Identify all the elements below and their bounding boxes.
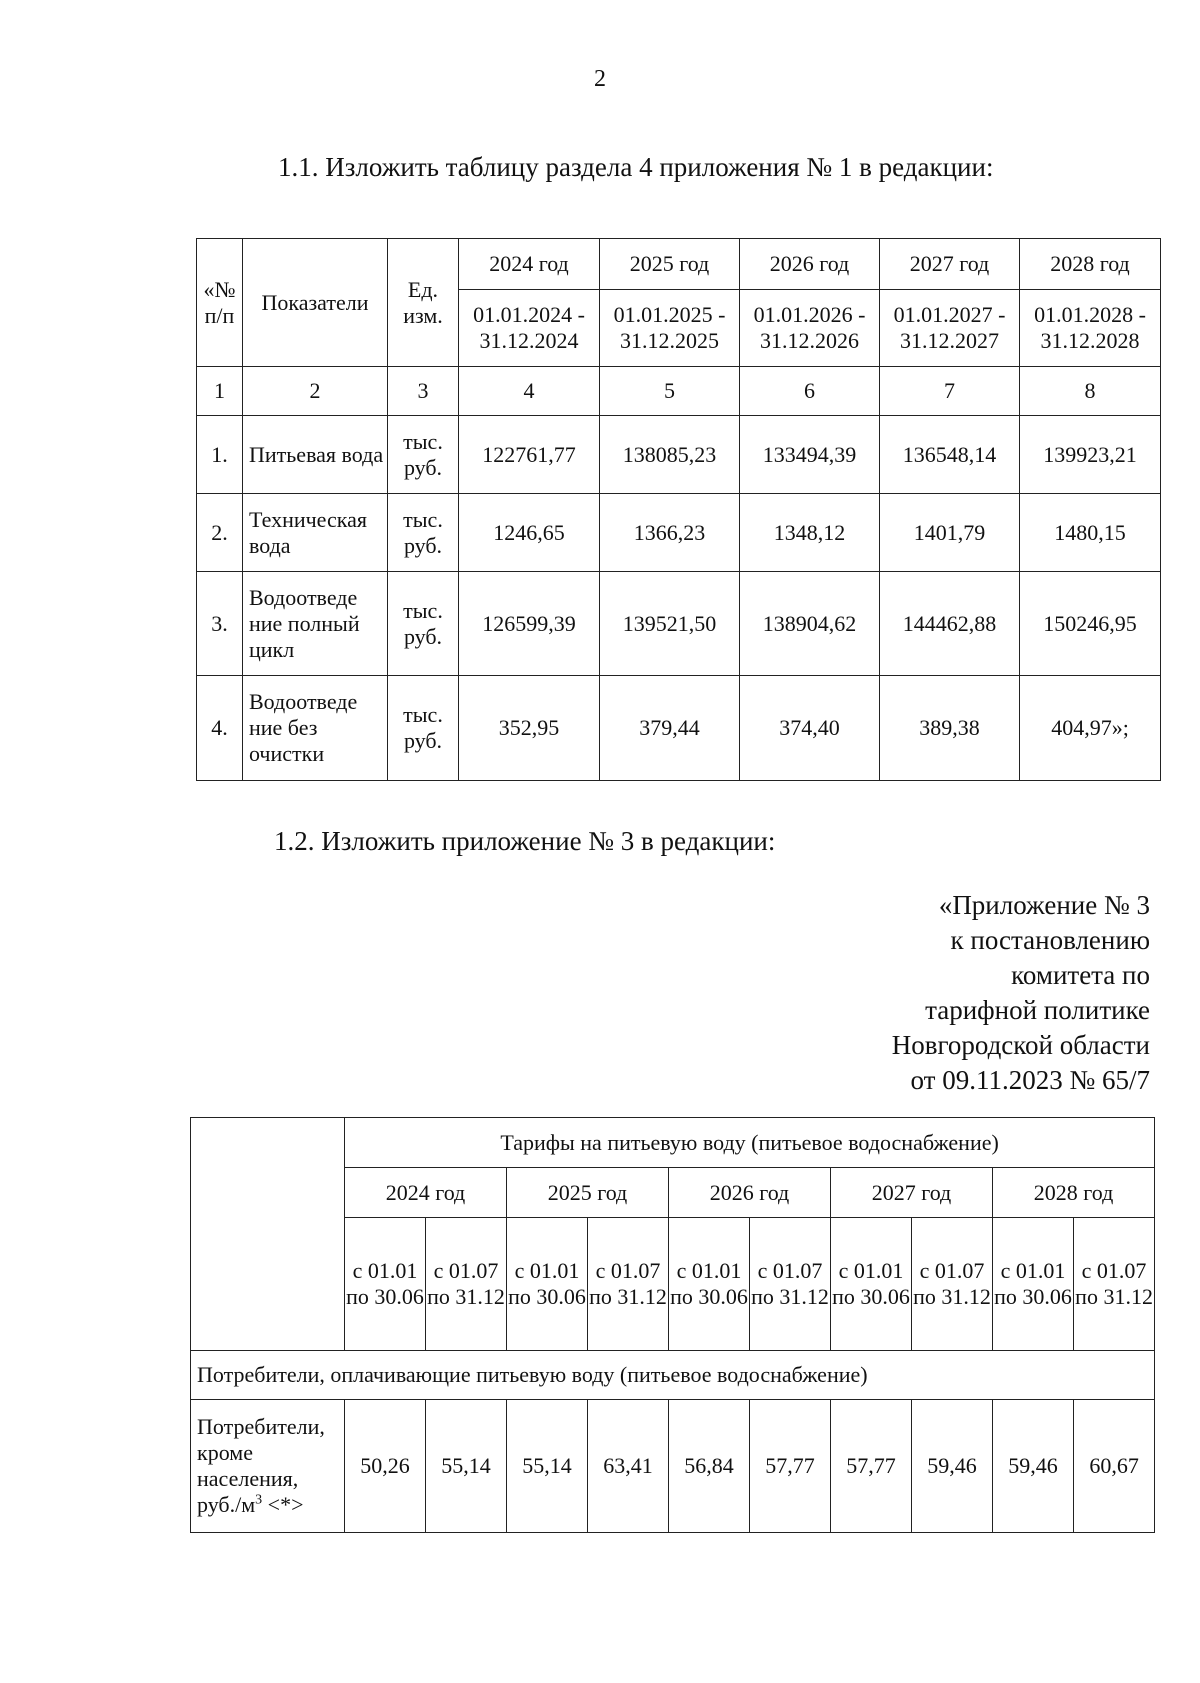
row-num: 2. [197, 494, 243, 572]
header-empty [191, 1118, 345, 1351]
row-name: Техническая вода [243, 494, 388, 572]
header-year: 2025 год [507, 1168, 669, 1218]
tariffs-table [190, 1117, 1155, 1533]
row-value: 55,14 [426, 1400, 507, 1533]
row-value: 126599,39 [459, 572, 600, 676]
table-row [197, 676, 1161, 781]
row-value: 138904,62 [740, 572, 880, 676]
appendix-line: Новгородской области [891, 1030, 1150, 1060]
paragraph-1-2: 1.2. Изложить приложение № 3 в редакции: [274, 826, 776, 856]
header-period: с 01.07 по 31.12 [588, 1218, 669, 1351]
row-value: 389,38 [880, 676, 1020, 781]
header-period: с 01.07 по 31.12 [426, 1218, 507, 1351]
col-number: 2 [243, 367, 388, 416]
col-number: 8 [1020, 367, 1161, 416]
section-label: Потребители, оплачивающие питьевую воду (питьевое водоснабжение) [191, 1351, 1155, 1400]
header-year: 2024 год [459, 239, 600, 290]
row-value: 136548,14 [880, 416, 1020, 494]
row-value: 1401,79 [880, 494, 1020, 572]
header-num: «№ п/п [197, 239, 243, 367]
row-unit: тыс. руб. [388, 676, 459, 781]
table-row [197, 494, 1161, 572]
table-row [197, 416, 1161, 494]
row-value: 352,95 [459, 676, 600, 781]
row-value: 63,41 [588, 1400, 669, 1533]
row-name: Водоотведе ние полный цикл [243, 572, 388, 676]
header-period: 01.01.2025 - 31.12.2025 [600, 290, 740, 367]
header-year: 2024 год [345, 1168, 507, 1218]
header-period: с 01.07 по 31.12 [1074, 1218, 1155, 1351]
col-number: 1 [197, 367, 243, 416]
row-unit: тыс. руб. [388, 572, 459, 676]
header-year: 2026 год [669, 1168, 831, 1218]
row-value: 139521,50 [600, 572, 740, 676]
header-period: с 01.07 по 31.12 [750, 1218, 831, 1351]
indicators-table [196, 238, 1161, 781]
row-num: 4. [197, 676, 243, 781]
page-number: 2 [594, 66, 606, 92]
row-value: 59,46 [912, 1400, 993, 1533]
header-period: 01.01.2027 - 31.12.2027 [880, 290, 1020, 367]
row-value: 379,44 [600, 676, 740, 781]
table-row [197, 572, 1161, 676]
row-value: 150246,95 [1020, 572, 1161, 676]
row-num: 1. [197, 416, 243, 494]
section-row [191, 1351, 1155, 1400]
header-period: 01.01.2028 - 31.12.2028 [1020, 290, 1161, 367]
row-label-suffix: <*> [262, 1492, 304, 1517]
column-numbers-row [197, 367, 1161, 416]
row-value: 1246,65 [459, 494, 600, 572]
row-value: 50,26 [345, 1400, 426, 1533]
row-unit: тыс. руб. [388, 494, 459, 572]
header-period: с 01.01 по 30.06 [345, 1218, 426, 1351]
header-year: 2027 год [831, 1168, 993, 1218]
col-number: 4 [459, 367, 600, 416]
header-year: 2028 год [1020, 239, 1161, 290]
row-label [191, 1400, 345, 1533]
appendix-line: тарифной политике [925, 995, 1150, 1025]
appendix-line: комитета по [1011, 960, 1150, 990]
tariff-title: Тарифы на питьевую воду (питьевое водоснабжение) [345, 1118, 1155, 1168]
row-value: 139923,21 [1020, 416, 1161, 494]
table-row [191, 1400, 1155, 1533]
header-year: 2026 год [740, 239, 880, 290]
header-period: 01.01.2024 - 31.12.2024 [459, 290, 600, 367]
paragraph-1-1: 1.1. Изложить таблицу раздела 4 приложения № 1 в редакции: [278, 152, 994, 182]
header-year: 2027 год [880, 239, 1020, 290]
row-value: 56,84 [669, 1400, 750, 1533]
header-unit: Ед. изм. [388, 239, 459, 367]
header-period: с 01.07 по 31.12 [912, 1218, 993, 1351]
row-value: 1366,23 [600, 494, 740, 572]
row-value: 57,77 [750, 1400, 831, 1533]
row-value: 57,77 [831, 1400, 912, 1533]
col-number: 3 [388, 367, 459, 416]
header-period: 01.01.2026 - 31.12.2026 [740, 290, 880, 367]
row-value: 144462,88 [880, 572, 1020, 676]
row-label-text: Потребители, кроме населения, руб./м [197, 1414, 325, 1517]
appendix-line: от 09.11.2023 № 65/7 [910, 1065, 1150, 1095]
row-num: 3. [197, 572, 243, 676]
header-period: с 01.01 по 30.06 [831, 1218, 912, 1351]
row-value: 374,40 [740, 676, 880, 781]
row-value: 55,14 [507, 1400, 588, 1533]
row-value: 60,67 [1074, 1400, 1155, 1533]
row-value: 133494,39 [740, 416, 880, 494]
tariff-title-row [191, 1118, 1155, 1168]
header-period: с 01.01 по 30.06 [993, 1218, 1074, 1351]
row-name: Питьевая вода [243, 416, 388, 494]
row-unit: тыс. руб. [388, 416, 459, 494]
row-value: 122761,77 [459, 416, 600, 494]
row-name: Водоотведе ние без очистки [243, 676, 388, 781]
appendix-line: «Приложение № 3 [938, 890, 1150, 920]
row-value: 1348,12 [740, 494, 880, 572]
col-number: 5 [600, 367, 740, 416]
appendix-line: к постановлению [950, 925, 1150, 955]
header-period: с 01.01 по 30.06 [507, 1218, 588, 1351]
header-year: 2025 год [600, 239, 740, 290]
header-row-years [197, 239, 1161, 290]
col-number: 7 [880, 367, 1020, 416]
header-indicators: Показатели [243, 239, 388, 367]
row-value: 138085,23 [600, 416, 740, 494]
appendix-header [892, 888, 1150, 1098]
row-value: 1480,15 [1020, 494, 1161, 572]
col-number: 6 [740, 367, 880, 416]
header-period: с 01.01 по 30.06 [669, 1218, 750, 1351]
row-value: 404,97»; [1020, 676, 1161, 781]
row-label-sup: 3 [255, 1492, 263, 1508]
row-value: 59,46 [993, 1400, 1074, 1533]
header-year: 2028 год [993, 1168, 1155, 1218]
